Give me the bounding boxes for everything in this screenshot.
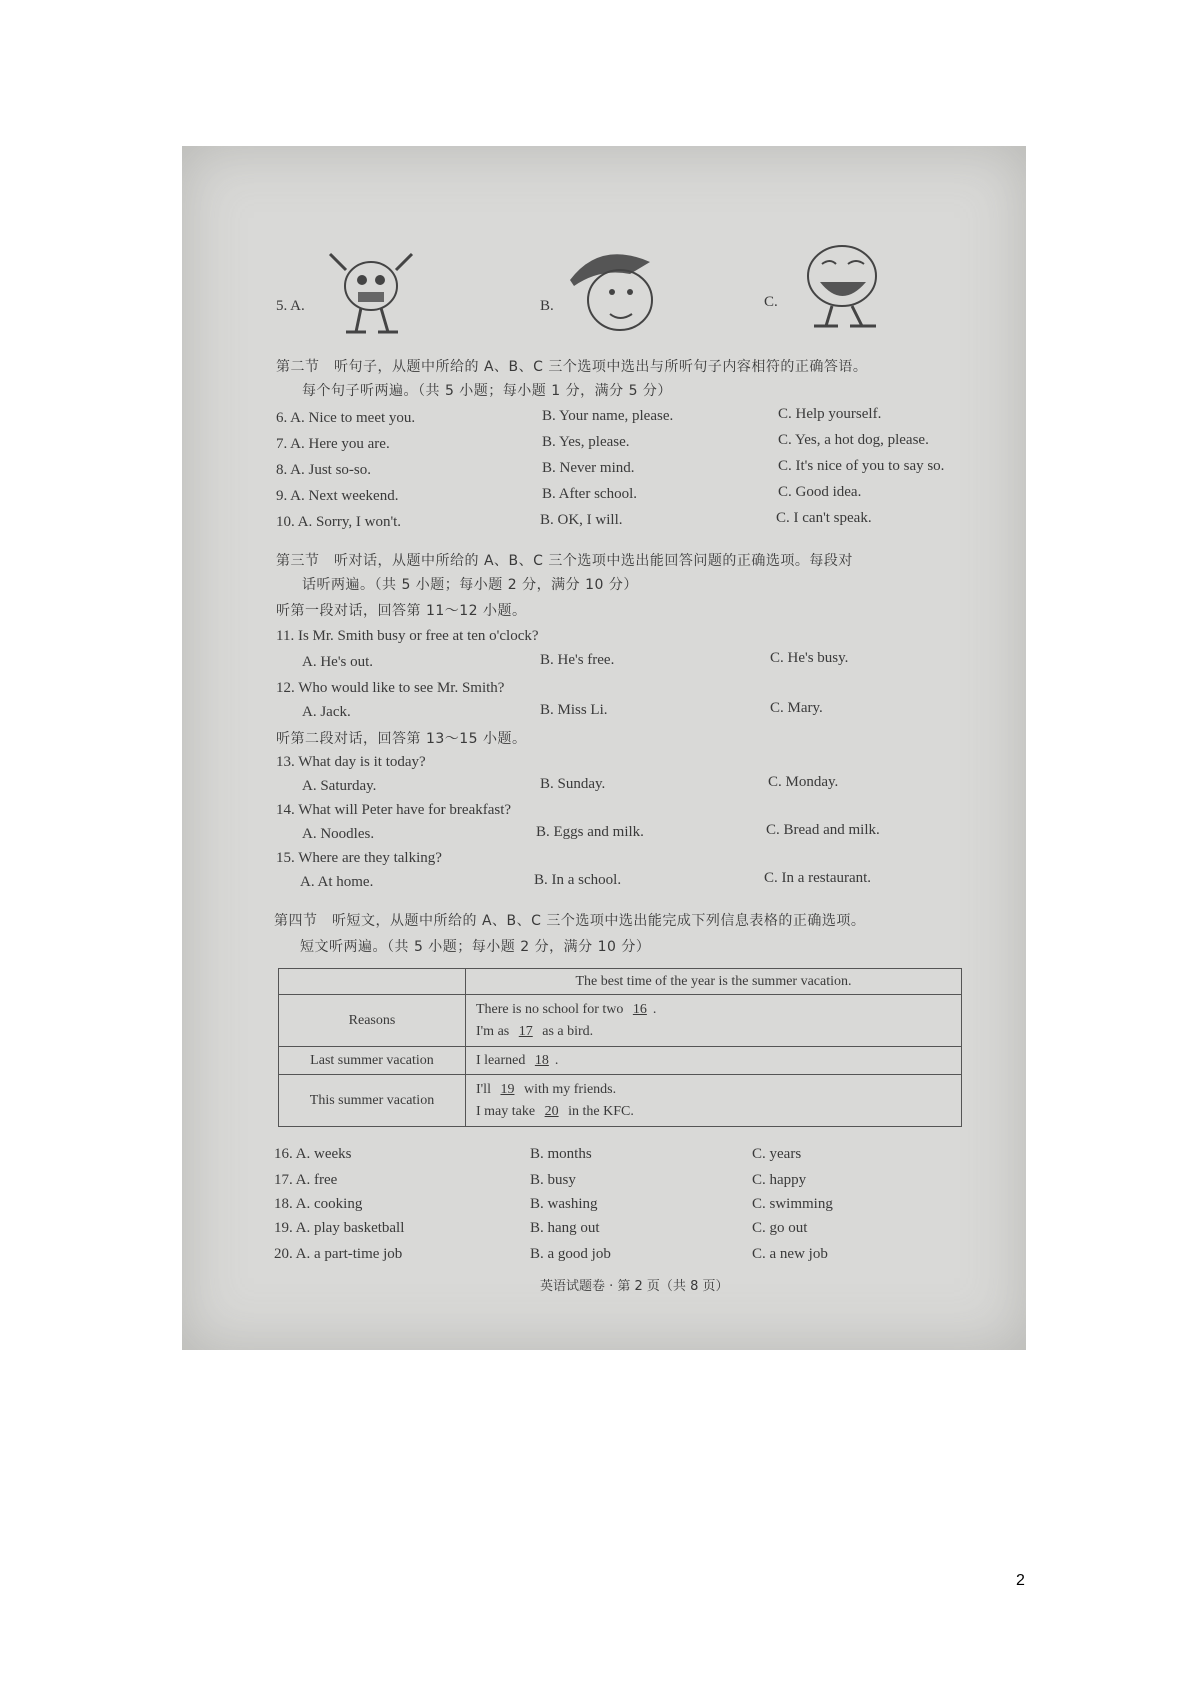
q14-question: 14. What will Peter have for breakfast? <box>276 802 512 818</box>
q15-option-c: C. In a restaurant. <box>764 870 872 886</box>
q5-label-b: B. <box>540 298 554 314</box>
q6-option-b: B. Your name, please. <box>542 408 674 424</box>
q8-option-c: C. It's nice of you to say so. <box>778 458 945 474</box>
this-summer-line1-start: I'll <box>476 1081 491 1097</box>
this-summer-cell <box>466 1075 962 1127</box>
q16-option-a: 16. A. weeks <box>274 1146 352 1162</box>
q20-option-b: B. a good job <box>530 1246 611 1262</box>
q7-option-b: B. Yes, please. <box>542 434 630 450</box>
q14-option-a: A. Noodles. <box>302 826 375 842</box>
q16-option-c: C. years <box>752 1146 802 1162</box>
exam-footer: 英语试题卷 · 第 2 页（共 8 页） <box>540 1279 729 1294</box>
q15-option-b: B. In a school. <box>534 872 622 888</box>
q16-option-b: B. months <box>530 1146 592 1162</box>
info-table-header: The best time of the year is the summer vacation. <box>466 969 962 995</box>
q14-option-b: B. Eggs and milk. <box>536 824 644 840</box>
q17-option-b: B. busy <box>530 1172 576 1188</box>
q8-option-b: B. Never mind. <box>542 460 635 476</box>
q10-option-c: C. I can't speak. <box>776 510 872 526</box>
q11-question: 11. Is Mr. Smith busy or free at ten o'clock? <box>276 628 539 644</box>
q11-option-b: B. He's free. <box>540 652 615 668</box>
q8-option-a: 8. A. Just so-so. <box>276 462 372 478</box>
section4-heading-line1: 第四节 听短文，从题中所给的 A、B、C 三个选项中选出能完成下列信息表格的正确选项。 <box>274 913 866 929</box>
q12-question: 12. Who would like to see Mr. Smith? <box>276 680 505 696</box>
q7-option-a: 7. A. Here you are. <box>276 436 390 452</box>
q17-option-c: C. happy <box>752 1172 807 1188</box>
blank-19: 19 <box>500 1081 515 1097</box>
cartoon-monster-a <box>316 248 426 338</box>
q18-option-b: B. washing <box>530 1196 598 1212</box>
blank-16: 16 <box>632 1001 647 1017</box>
q6-option-c: C. Help yourself. <box>778 406 882 422</box>
this-summer-line2-end: in the KFC. <box>568 1103 634 1119</box>
q19-option-c: C. go out <box>752 1220 808 1236</box>
this-summer-line2-start: I may take <box>476 1103 536 1119</box>
q10-option-b: B. OK, I will. <box>540 512 623 528</box>
q12-option-b: B. Miss Li. <box>540 702 608 718</box>
q6-option-a: 6. A. Nice to meet you. <box>276 410 416 426</box>
info-table-corner <box>279 969 466 995</box>
q13-option-b: B. Sunday. <box>540 776 606 792</box>
q15-option-a: A. At home. <box>300 874 374 890</box>
q13-option-a: A. Saturday. <box>302 778 377 794</box>
reasons-cell: There is no school for two 16 . I'm as 17 as a bird. <box>466 995 962 1047</box>
q19-option-b: B. hang out <box>530 1220 600 1236</box>
q9-option-c: C. Good idea. <box>778 484 862 500</box>
last-summer-text: I learned <box>476 1052 526 1068</box>
q13-question: 13. What day is it today? <box>276 754 426 770</box>
page-number: 2 <box>1016 1572 1025 1589</box>
reasons-label: Reasons <box>279 995 466 1047</box>
section2-heading-line1: 第二节 听句子，从题中所给的 A、B、C 三个选项中选出与所听句子内容相符的正确答语。 <box>276 359 868 375</box>
cartoon-laughing-man-c <box>786 240 896 336</box>
q17-option-a: 17. A. free <box>274 1172 338 1188</box>
dialog2-instruction: 听第二段对话，回答第 13～15 小题。 <box>276 731 527 747</box>
blank-20: 20 <box>544 1103 559 1119</box>
q20-option-a: 20. A. a part-time job <box>274 1246 403 1262</box>
cartoon-boy-b <box>560 240 670 340</box>
q5-label-c: C. <box>764 294 778 310</box>
q20-option-c: C. a new job <box>752 1246 828 1262</box>
last-summer-cell: I learned 18 . <box>466 1047 962 1075</box>
reasons-line1: There is no school for two <box>476 1001 624 1017</box>
q15-question: 15. Where are they talking? <box>276 850 442 866</box>
q10-option-a: 10. A. Sorry, I won't. <box>276 514 402 530</box>
info-table <box>278 968 962 1127</box>
q12-option-c: C. Mary. <box>770 700 823 716</box>
q11-option-a: A. He's out. <box>302 654 374 670</box>
section4-heading-line2: 短文听两遍。（共 5 小题；每小题 2 分，满分 10 分） <box>300 939 651 955</box>
section3-heading-line2: 话听两遍。（共 5 小题；每小题 2 分，满分 10 分） <box>302 577 638 593</box>
q11-option-c: C. He's busy. <box>770 650 849 666</box>
q7-option-c: C. Yes, a hot dog, please. <box>778 432 929 448</box>
q12-option-a: A. Jack. <box>302 704 351 720</box>
q5-label-a: 5. A. <box>276 298 305 314</box>
q19-option-a: 19. A. play basketball <box>274 1220 405 1236</box>
blank-17: 17 <box>518 1023 533 1039</box>
q9-option-a: 9. A. Next weekend. <box>276 488 399 504</box>
reasons-line2-end: as a bird. <box>542 1023 594 1039</box>
blank-18: 18 <box>534 1052 549 1068</box>
q13-option-c: C. Monday. <box>768 774 839 790</box>
q18-option-a: 18. A. cooking <box>274 1196 363 1212</box>
section2-heading-line2: 每个句子听两遍。（共 5 小题；每小题 1 分，满分 5 分） <box>302 383 672 399</box>
q14-option-c: C. Bread and milk. <box>766 822 880 838</box>
q18-option-c: C. swimming <box>752 1196 833 1212</box>
dialog1-instruction: 听第一段对话，回答第 11～12 小题。 <box>276 603 527 619</box>
last-summer-label: Last summer vacation <box>279 1047 466 1075</box>
this-summer-line1-end: with my friends. <box>523 1081 617 1097</box>
reasons-line2-start: I'm as <box>476 1023 510 1039</box>
this-summer-label: This summer vacation <box>279 1075 466 1127</box>
section3-heading-line1: 第三节 听对话，从题中所给的 A、B、C 三个选项中选出能回答问题的正确选项。每段对 <box>276 553 853 569</box>
q9-option-b: B. After school. <box>542 486 637 502</box>
